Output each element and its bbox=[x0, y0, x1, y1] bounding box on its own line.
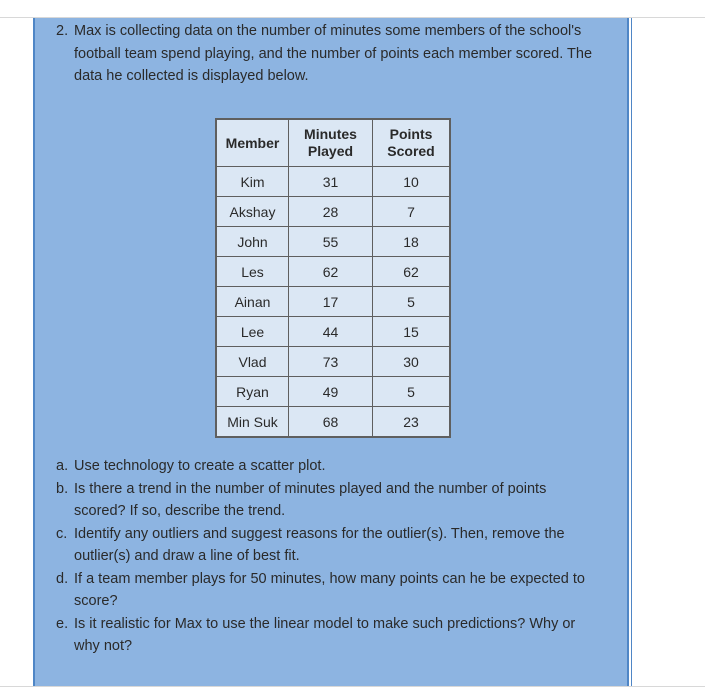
cell-points: 5 bbox=[373, 377, 451, 407]
cell-points: 30 bbox=[373, 347, 451, 377]
table-row bbox=[216, 317, 450, 347]
subquestion-d: d. If a team member plays for 50 minutes, how many points can he be expected to score? bbox=[56, 568, 616, 613]
cell-points: 5 bbox=[373, 287, 451, 317]
table-row bbox=[216, 407, 450, 438]
question-text bbox=[56, 20, 616, 88]
table-row bbox=[216, 287, 450, 317]
header-points-scored: Points Scored bbox=[373, 119, 451, 167]
cell-member: Lee bbox=[216, 317, 289, 347]
panel-edge bbox=[631, 18, 632, 686]
cell-points: 7 bbox=[373, 197, 451, 227]
subquestion-e: e. Is it realistic for Max to use the linear model to make such predictions? Why or why not? bbox=[56, 613, 616, 658]
header-member: Member bbox=[216, 119, 289, 167]
cell-member: Vlad bbox=[216, 347, 289, 377]
subquestion-a: a. Use technology to create a scatter plot. bbox=[56, 455, 616, 478]
cell-member: Les bbox=[216, 257, 289, 287]
subquestion-letter: b. bbox=[56, 480, 69, 497]
cell-points: 10 bbox=[373, 167, 451, 197]
subquestion-b: b. Is there a trend in the number of minutes played and the number of points scored? If so, describe the trend. bbox=[56, 478, 616, 523]
table-row bbox=[216, 197, 450, 227]
table-row bbox=[216, 257, 450, 287]
subquestion-c: c. Identify any outliers and suggest reasons for the outlier(s). Then, remove the outlier(s) and draw a line of best fit. bbox=[56, 523, 616, 568]
cell-points: 62 bbox=[373, 257, 451, 287]
cell-minutes: 49 bbox=[289, 377, 373, 407]
cell-member: Ainan bbox=[216, 287, 289, 317]
cell-points: 15 bbox=[373, 317, 451, 347]
cell-minutes: 31 bbox=[289, 167, 373, 197]
question-line: data he collected is displayed below. bbox=[74, 68, 309, 84]
table-row bbox=[216, 227, 450, 257]
cell-minutes: 28 bbox=[289, 197, 373, 227]
question-panel bbox=[33, 18, 629, 686]
cell-member: Kim bbox=[216, 167, 289, 197]
subquestion-list bbox=[56, 455, 616, 658]
table-row bbox=[216, 347, 450, 377]
subquestion-letter: d. bbox=[56, 570, 69, 587]
cell-minutes: 17 bbox=[289, 287, 373, 317]
cell-member: Akshay bbox=[216, 197, 289, 227]
subquestion-letter: c. bbox=[56, 525, 68, 542]
cell-minutes: 62 bbox=[289, 257, 373, 287]
cell-member: Ryan bbox=[216, 377, 289, 407]
cell-minutes: 68 bbox=[289, 407, 373, 438]
cell-points: 23 bbox=[373, 407, 451, 438]
table-row bbox=[216, 167, 450, 197]
subquestion-letter: e. bbox=[56, 615, 69, 632]
cell-member: John bbox=[216, 227, 289, 257]
question-number: 2. bbox=[56, 23, 69, 39]
cell-member: Min Suk bbox=[216, 407, 289, 438]
cell-points: 18 bbox=[373, 227, 451, 257]
cell-minutes: 55 bbox=[289, 227, 373, 257]
header-minutes-played: Minutes Played bbox=[289, 119, 373, 167]
data-table bbox=[215, 118, 451, 438]
cell-minutes: 73 bbox=[289, 347, 373, 377]
table-row bbox=[216, 377, 450, 407]
question-line: Max is collecting data on the number of minutes some members of the school's bbox=[74, 23, 582, 39]
table-header-row bbox=[216, 119, 450, 167]
question-line: football team spend playing, and the number of points each member scored. The bbox=[74, 45, 593, 62]
cell-minutes: 44 bbox=[289, 317, 373, 347]
subquestion-letter: a. bbox=[56, 458, 69, 474]
